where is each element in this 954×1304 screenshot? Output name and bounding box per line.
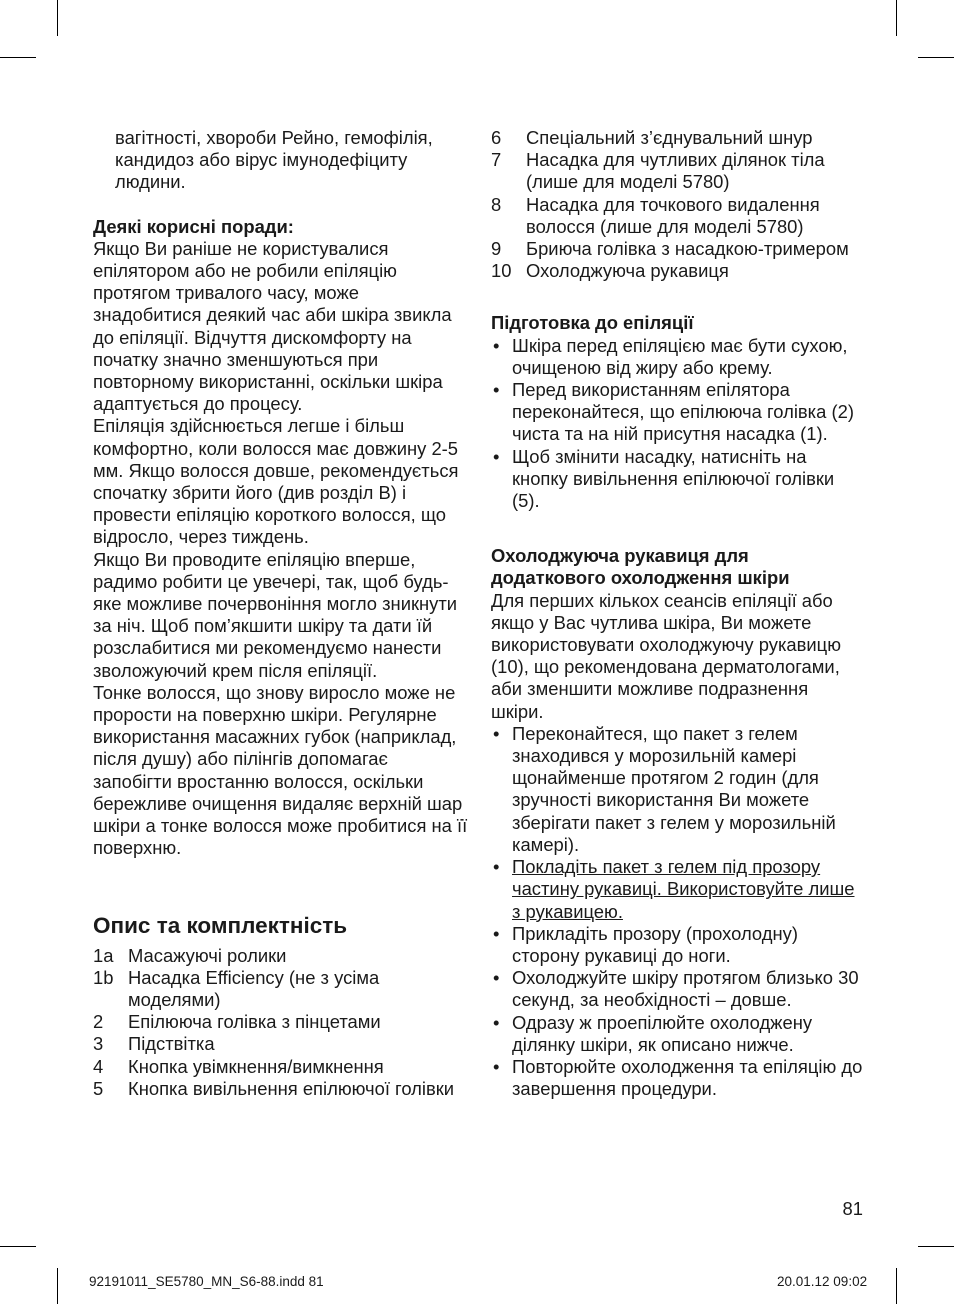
crop-mark-bottom-right-horizontal (918, 1246, 954, 1247)
tips-paragraph: Тонке волосся, що знову виросло може не прорости на поверхню шкіри. Регулярне використання масажних губок (наприклад, після душу) або пілінгів допомагає запобігти вростанню волосся, оскільки бережливе очищення видаляє верхній шар шкіри а тонке волосся може пробитися на її поверхню. (93, 681, 468, 859)
part-number: 4 (93, 1055, 104, 1077)
part-label: Епілююча голівка з пінцетами (128, 1011, 381, 1033)
part-number: 9 (491, 238, 502, 260)
part-label: Підствітка (128, 1033, 215, 1055)
prep-list-item: • Щоб змінити насадку, натисніть на кнопку вивільнення епілюючої голівки (5). (491, 446, 863, 513)
part-number: 1b (93, 966, 114, 988)
intro-continuation: вагітності, хвороби Рейно, гемофілія, кандидоз або вірус імунодефіциту людини. (115, 127, 433, 193)
glove-list-item: • Переконайтеся, що пакет з гелем знаходився у морозильній камері щонайменше протягом 2 годин (для зручності використання Ви можете зберігати пакет з гелем у морозильній камері). (491, 723, 863, 856)
footer-timestamp: 20.01.12 09:02 (777, 1274, 868, 1289)
part-number: 6 (491, 127, 502, 148)
footer-file-info: 92191011_SE5780_MN_S6-88.indd 81 (89, 1274, 324, 1289)
parts-list (93, 945, 468, 1100)
glove-intro: Для перших кількох сеансів епіляції або якщо у Вас чутлива шкіра, Ви можете використовувати охолоджуючу рукавицю (10), що рекомендована дерматологами, аби зменшити можливе подразнення шкіри. (491, 589, 841, 722)
crop-mark-top-right-horizontal (918, 57, 954, 58)
part-label: Масажуючі ролики (128, 944, 287, 966)
parts-list-item (93, 1033, 468, 1055)
part-number: 3 (93, 1033, 104, 1055)
part-label: Кнопка вивільнення епілюючої голівки (128, 1077, 455, 1099)
parts-list-item (491, 127, 863, 149)
parts-list-item (93, 945, 468, 967)
crop-mark-bottom-right-vertical (896, 1268, 897, 1304)
glove-list-item: • Одразу ж проепілюйте охолоджену ділянку шкіри, як описано нижче. (491, 1012, 863, 1056)
parts-list-continued (491, 127, 863, 282)
prep-list-item: • Шкіра перед епіляцією має бути сухою, очищеною від жиру або крему. (491, 335, 863, 379)
part-number: 7 (491, 149, 502, 171)
part-number: 2 (93, 1011, 104, 1033)
part-label: Насадка для точкового видалення волосся (лише для моделі 5780) (526, 193, 820, 237)
parts-list-item (93, 967, 468, 1011)
part-number: 8 (491, 193, 502, 215)
part-label: Насадка для чутливих ділянок тіла (лише для моделі 5780) (526, 149, 825, 193)
glove-list-item: • Повторюйте охолодження та епіляцію до завершення процедури. (491, 1056, 863, 1100)
glove-list-item (491, 856, 863, 923)
part-number: 1a (93, 944, 114, 966)
crop-mark-bottom-left-vertical (57, 1268, 58, 1304)
crop-mark-top-right-vertical (896, 0, 897, 36)
glove-list (491, 723, 863, 1100)
glove-heading: Охолоджуюча рукавиця для додаткового охолодження шкіри (491, 545, 790, 589)
tips-paragraph: Якщо Ви проводите епіляцію вперше, радимо робити це увечері, так, щоб будь-яке можливе почервоніння могло зникнути за ніч. Щоб пом’якшити шкіру та дати їй розслабитися ми рекомендуємо нанести зволожуючий крем після епіляції. (93, 548, 458, 681)
part-label: Насадка Efficiency (не з усіма моделями) (128, 966, 380, 1010)
prep-list (491, 335, 863, 513)
tips-heading: Деякі корисні поради: (93, 215, 294, 237)
parts-list-item (93, 1011, 468, 1033)
glove-list-item: • Охолоджуйте шкіру протягом близько 30 секунд, за необхідності – довше. (491, 967, 863, 1011)
left-column (93, 127, 468, 1100)
crop-mark-bottom-left-horizontal (0, 1246, 36, 1247)
glove-list-item-underlined-text: Покладіть пакет з гелем під прозору частину рукавиці. Використовуйте лише з рукавицею. (512, 856, 855, 922)
description-heading: Опис та комплектність (93, 912, 348, 938)
parts-list-item (491, 238, 863, 260)
part-number: 5 (93, 1077, 104, 1099)
part-label: Спеціальний з’єднувальний шнур (526, 127, 813, 148)
part-label: Охолоджуюча рукавиця (526, 260, 729, 282)
tips-paragraph: Якщо Ви раніше не користувалися епілятором або не робили епіляцію протягом тривалого часу, може знадобитися деякий час аби шкіра звикла до епіляції. Відчуття дискомфорту на початку значно зменшуються при повторному використанні, оскільки шкіра адаптується до процесу. (93, 237, 452, 415)
prep-list-item: • Перед використанням епілятора переконайтеся, що епілююча голівка (2) чиста та на ній присутня насадка (1). (491, 379, 863, 446)
crop-mark-top-left-vertical (57, 0, 58, 36)
prep-heading: Підготовка до епіляції (491, 312, 694, 334)
parts-list-item (93, 1078, 468, 1100)
parts-list-item (491, 149, 863, 193)
tips-paragraph: Епіляція здійснюється легше і більш комфортно, коли волосся має довжину 2-5 мм. Якщо волосся довше, рекомендується спочатку збрити його (див розділ В) і провести епіляцію короткого волосся, що відросло, через тиждень. (93, 415, 459, 548)
parts-list-item (491, 194, 863, 238)
parts-list-item (491, 260, 863, 282)
glove-list-item: • Прикладіть прозору (прохолодну) сторону рукавиці до ноги. (491, 923, 863, 967)
part-number: 10 (491, 260, 512, 282)
page-number: 81 (842, 1198, 863, 1219)
part-label: Кнопка увімкнення/вимкнення (128, 1055, 384, 1077)
part-label: Бриюча голівка з насадкою-тримером (526, 238, 849, 260)
parts-list-item (93, 1056, 468, 1078)
right-column (491, 127, 863, 1100)
crop-mark-top-left-horizontal (0, 57, 36, 58)
